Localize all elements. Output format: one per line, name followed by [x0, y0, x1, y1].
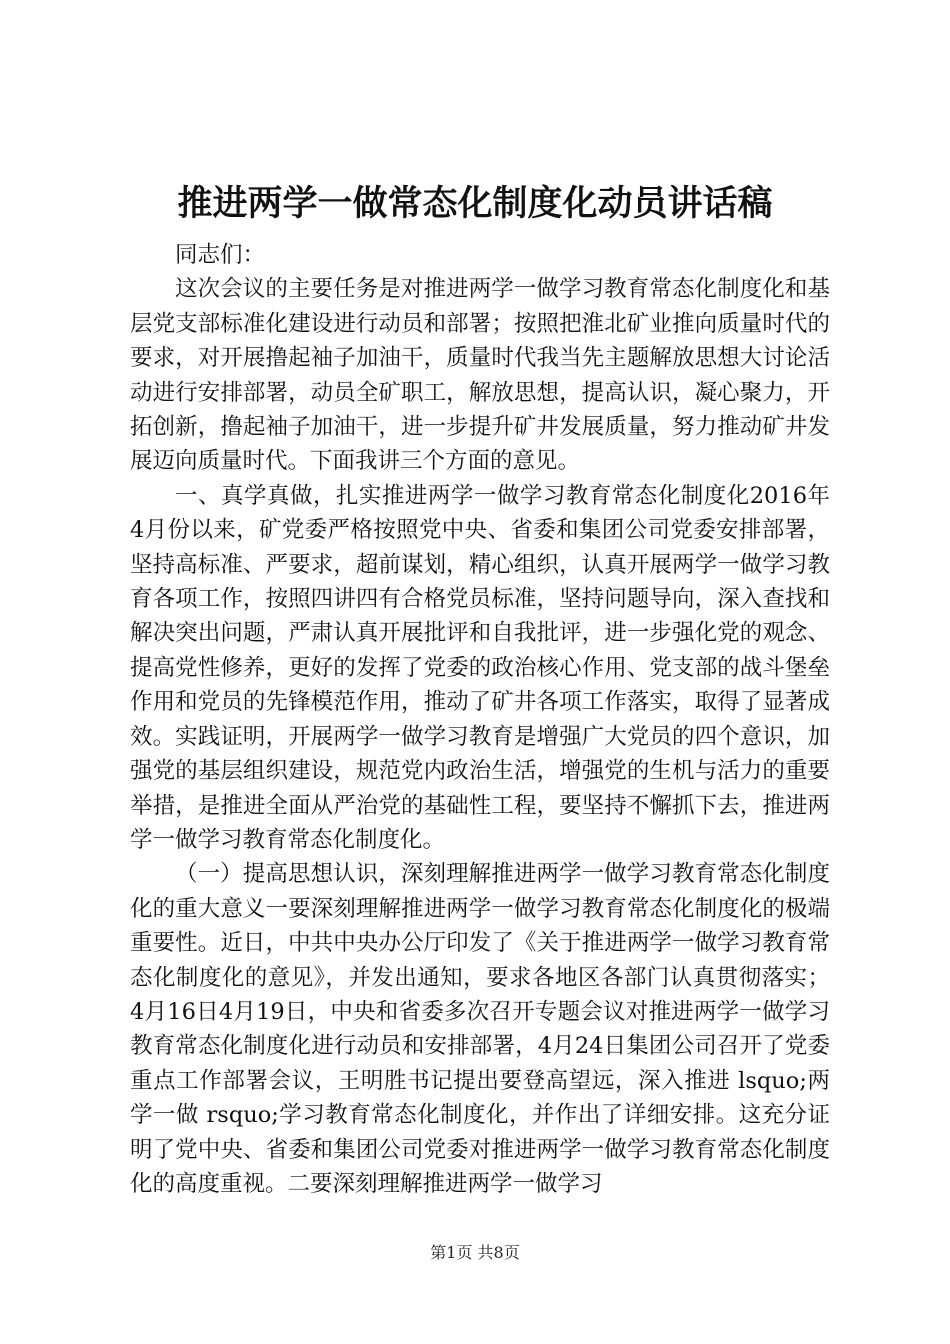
- section-one-paragraph: 一、真学真做，扎实推进两学一做学习教育常态化制度化2016年4月份以来，矿党委严格按照党中央、省委和集团公司党委安排部署，坚持高标准、严要求，超前谋划，精心组织，认真开展两学一做学习教育各项工作，按照四讲四有合格党员标准，坚持问题导向，深入查找和解决突出问题，严肃认真开展批评和自我批评，进一步强化党的观念、提高党性修养，更好的发挥了党委的政治核心作用、党支部的战斗堡垒作用和党员的先锋模范作用，推动了矿井各项工作落实，取得了显著成效。实践证明，开展两学一做学习教育是增强广大党员的四个意识，加强党的基层组织建设，规范党内政治生活，增强党的生机与活力的重要举措，是推进全面从严治党的基础性工程，要坚持不懈抓下去，推进两学一做学习教育常态化制度化。: [130, 482, 830, 853]
- document-title: 推进两学一做常态化制度化动员讲话稿: [177, 183, 773, 224]
- document-body: [130, 238, 830, 1201]
- intro-paragraph: 这次会议的主要任务是对推进两学一做学习教育常态化制度化和基层党支部标准化建设进行动员和部署；按照把淮北矿业推向质量时代的要求，对开展撸起袖子加油干，质量时代我当先主题解放思想大讨论活动进行安排部署，动员全矿职工，解放思想，提高认识，凝心聚力，开拓创新，撸起袖子加油干，进一步提升矿井发展质量，努力推动矿井发展迈向质量时代。下面我讲三个方面的意见。: [130, 276, 830, 475]
- subsection-one-paragraph: （一）提高思想认识，深刻理解推进两学一做学习教育常态化制度化的重大意义一要深刻理解推进两学一做学习教育常态化制度化的极端重要性。近日，中共中央办公厅印发了《关于推进两学一做学习教育常态化制度化的意见》，并发出通知，要求各地区各部门认真贯彻落实；4月16日4月19日，中央和省委多次召开专题会议对推进两学一做学习教育常态化制度化进行动员和安排部署，4月24日集团公司召开了党委重点工作部署会议，王明胜书记提出要登高望远，深入推进 lsquo;两学一做 rsquo;学习教育常态化制度化，并作出了详细安排。这充分证明了党中央、省委和集团公司党委对推进两学一做学习教育常态化制度化的高度重视。二要深刻理解推进两学一做学习: [130, 861, 830, 1197]
- salutation-paragraph: 同志们：: [175, 242, 266, 268]
- page-footer: 第1页 共8页: [430, 1243, 520, 1262]
